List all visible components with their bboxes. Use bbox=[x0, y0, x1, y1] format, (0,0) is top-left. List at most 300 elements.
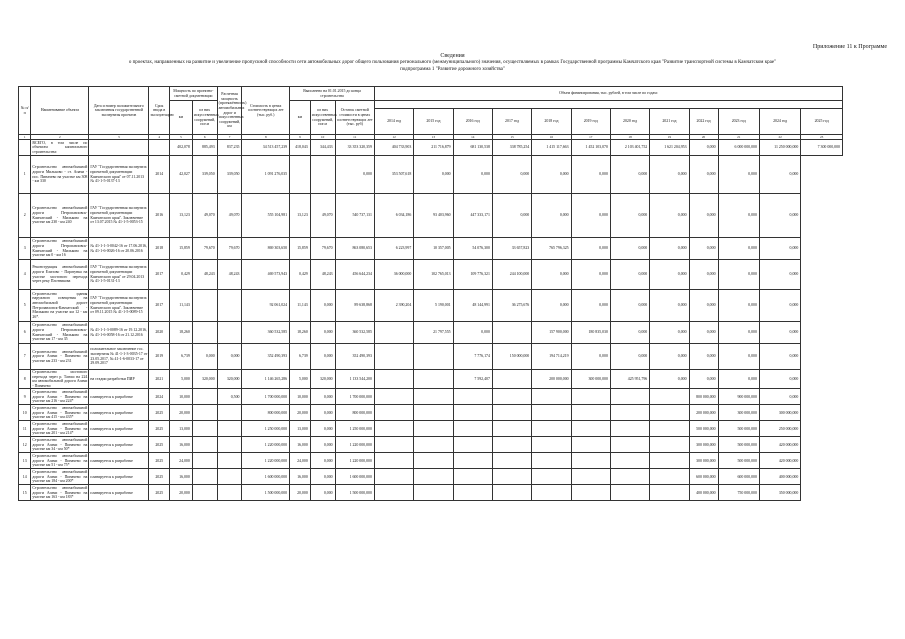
value-cell: 0,000 bbox=[571, 344, 610, 370]
value-cell: 0,000 bbox=[718, 260, 759, 290]
column-number: 15 bbox=[492, 135, 531, 140]
value-cell: 0,000 bbox=[310, 453, 335, 469]
value-cell bbox=[571, 389, 610, 405]
column-number: 5 bbox=[170, 135, 193, 140]
expertise-info: планируется к разработке bbox=[89, 389, 149, 405]
value-cell: 0,000 bbox=[718, 238, 759, 260]
table-row bbox=[19, 290, 843, 322]
column-number: 4 bbox=[149, 135, 170, 140]
total-cell: 418,043 bbox=[290, 140, 311, 156]
value-cell: 16,000 bbox=[170, 469, 193, 485]
column-number: 12 bbox=[374, 135, 413, 140]
object-name: Реконструкция автомобильной дороги Елизово - Паратунка на участке мостового перехода через реку Плотникова bbox=[31, 260, 89, 290]
table-body bbox=[19, 140, 843, 501]
value-cell: 360 532,585 bbox=[335, 322, 374, 344]
value-cell bbox=[414, 485, 453, 501]
value-cell: 109 776,321 bbox=[453, 260, 492, 290]
expertise-info: положительное заключение гос. экспертизы № 41-1-1-3-0035-17 от 23.05.2017, № 41-1-6-0033-17 от 29.09.2017 bbox=[89, 344, 149, 370]
value-cell bbox=[192, 453, 217, 469]
value-cell: 0,000 bbox=[689, 344, 718, 370]
value-cell bbox=[571, 405, 610, 421]
value-cell: 2014 bbox=[149, 156, 170, 194]
total-cell: 1 415 117,663 bbox=[532, 140, 571, 156]
table-row bbox=[19, 238, 843, 260]
col-header-calc: Расчетная мощность (протяжённость) автомобильных дорог и искусственных сооружений, км bbox=[217, 87, 242, 135]
value-cell: 360 532,585 bbox=[242, 322, 290, 344]
value-cell bbox=[610, 453, 649, 469]
total-row-name: ВСЕГО, в том числе по объектам капитального строительства: bbox=[32, 140, 88, 154]
value-cell bbox=[414, 421, 453, 437]
value-cell: 1 250 000,000 bbox=[242, 421, 290, 437]
value-cell: 500 000,000 bbox=[718, 453, 759, 469]
value-cell bbox=[374, 370, 413, 389]
value-cell: 2019 bbox=[149, 344, 170, 370]
value-cell bbox=[610, 405, 649, 421]
object-name: Строительство автомобильной дороги Мильково - ст. Апачи - пос. Пиначево на участке км 308 - км 330 bbox=[31, 156, 89, 194]
value-cell bbox=[192, 389, 217, 405]
value-cell bbox=[414, 344, 453, 370]
value-cell: 339,050 bbox=[192, 156, 217, 194]
value-cell: 0,000 bbox=[650, 238, 689, 260]
value-cell: 48,243 bbox=[217, 260, 242, 290]
col-header-done-km: км bbox=[290, 101, 311, 135]
value-cell bbox=[492, 485, 531, 501]
col-header-rest: Остаток сметной стоимости в ценах соответствующих лет (тыс. руб) bbox=[335, 101, 374, 135]
value-cell: 0,000 bbox=[492, 194, 531, 238]
column-number: 14 bbox=[453, 135, 492, 140]
row-number: 13 bbox=[19, 453, 31, 469]
object-name: Строительство автомобильной дороги Петропавловск-Камчатский - Мильково на участке км 230 - км 240 bbox=[31, 194, 89, 238]
table-row bbox=[19, 322, 843, 344]
value-cell: 36 275,676 bbox=[492, 290, 531, 322]
value-cell: 79,670 bbox=[192, 238, 217, 260]
value-cell bbox=[192, 322, 217, 344]
value-cell bbox=[492, 437, 531, 453]
value-cell bbox=[453, 405, 492, 421]
value-cell: 13,123 bbox=[290, 194, 311, 238]
value-cell bbox=[532, 421, 571, 437]
value-cell: 555 104,981 bbox=[242, 194, 290, 238]
table-row bbox=[19, 453, 843, 469]
value-cell bbox=[532, 405, 571, 421]
value-cell bbox=[650, 405, 689, 421]
col-header-cost: Стоимость в ценах соответствующих лет (тыс. руб.) bbox=[242, 87, 290, 135]
total-cell: 6 000 000,000 bbox=[718, 140, 759, 156]
total-cell: 338 785,254 bbox=[492, 140, 531, 156]
value-cell bbox=[192, 405, 217, 421]
table-row bbox=[19, 344, 843, 370]
value-cell bbox=[290, 156, 311, 194]
value-cell: 0,000 bbox=[571, 156, 610, 194]
value-cell: 800 000,000 bbox=[242, 405, 290, 421]
column-number: 7 bbox=[217, 135, 242, 140]
value-cell: 0,000 bbox=[310, 437, 335, 453]
value-cell: 1 700 000,000 bbox=[242, 389, 290, 405]
value-cell: 0,000 bbox=[310, 485, 335, 501]
value-cell: 54 076,300 bbox=[453, 238, 492, 260]
value-cell: 200 000,000 bbox=[532, 370, 571, 389]
table-row bbox=[19, 421, 843, 437]
value-cell: 89 638,868 bbox=[335, 290, 374, 322]
value-cell bbox=[414, 437, 453, 453]
value-cell: 300 000,000 bbox=[759, 405, 800, 421]
value-cell: 900 000,000 bbox=[718, 389, 759, 405]
value-cell: 320,000 bbox=[192, 370, 217, 389]
value-cell bbox=[414, 469, 453, 485]
value-cell: 2025 bbox=[149, 453, 170, 469]
value-cell bbox=[374, 405, 413, 421]
value-cell: 0,000 bbox=[414, 156, 453, 194]
object-name: Строительство мостового перехода через р. Тагиш на 224 км автомобильной дороги Апачи - Пиначево bbox=[32, 370, 88, 388]
value-cell bbox=[192, 437, 217, 453]
object-name: Строительство автомобильной дороги Апачи - Пиначево на участке км 184 - км 200* bbox=[32, 469, 88, 484]
value-cell: 0,000 bbox=[759, 194, 800, 238]
col-header-incl: из них искусственных сооружений, пог.м bbox=[192, 101, 217, 135]
value-cell bbox=[374, 389, 413, 405]
value-cell: 6 034,186 bbox=[374, 194, 413, 238]
value-cell: 5 190,001 bbox=[414, 290, 453, 322]
total-cell: 344,433 bbox=[310, 140, 335, 156]
value-cell: 1 220 000,000 bbox=[242, 437, 290, 453]
value-cell: 20,000 bbox=[290, 405, 311, 421]
value-cell: 0,000 bbox=[610, 290, 649, 322]
value-cell bbox=[492, 453, 531, 469]
value-cell bbox=[217, 290, 242, 322]
expertise-info: ГАУ "Государственная экспертиза проектной документации Камчатского края". Заключение от 09.11.2015 № 41-1-5-0089-15 bbox=[89, 290, 149, 322]
value-cell: 250 000,000 bbox=[759, 421, 800, 437]
value-cell: 2025 bbox=[149, 469, 170, 485]
value-cell: 750 000,000 bbox=[718, 485, 759, 501]
value-cell bbox=[374, 322, 413, 344]
total-cell: 1 452 103,070 bbox=[571, 140, 610, 156]
value-cell: 24,000 bbox=[170, 453, 193, 469]
value-cell bbox=[192, 485, 217, 501]
col-header-power: Мощность по проектно-сметной документации bbox=[170, 87, 218, 101]
value-cell: 1 146 265,286 bbox=[242, 370, 290, 389]
value-cell: 400 000,000 bbox=[689, 485, 718, 501]
value-cell: 0,000 bbox=[571, 194, 610, 238]
row-number: 3 bbox=[19, 238, 31, 260]
value-cell: 339,050 bbox=[217, 156, 242, 194]
value-cell: 0,000 bbox=[532, 156, 571, 194]
value-cell: 49,070 bbox=[217, 194, 242, 238]
value-cell: 300 000,000 bbox=[689, 437, 718, 453]
value-cell bbox=[492, 421, 531, 437]
value-cell: 0,000 bbox=[759, 290, 800, 322]
value-cell: 11,143 bbox=[290, 290, 311, 322]
value-cell: 1 220 000,000 bbox=[242, 453, 290, 469]
value-cell bbox=[571, 453, 610, 469]
year-header: 2020 год bbox=[610, 109, 649, 135]
value-cell: 456 644,234 bbox=[335, 260, 374, 290]
value-cell: 0,500 bbox=[217, 389, 242, 405]
value-cell: 352 490,393 bbox=[335, 344, 374, 370]
expertise-info: планируется к разработке bbox=[89, 469, 149, 485]
value-cell: 0,000 bbox=[759, 322, 800, 344]
value-cell: 320,000 bbox=[217, 370, 242, 389]
value-cell bbox=[217, 469, 242, 485]
value-cell bbox=[532, 437, 571, 453]
value-cell bbox=[650, 469, 689, 485]
value-cell: 300 000,000 bbox=[718, 405, 759, 421]
row-number: 6 bbox=[19, 322, 31, 344]
value-cell: 5,000 bbox=[290, 370, 311, 389]
expertise-info: ГАУ "Государственная экспертиза проектной документации Камчатского края". Заключение от 13.07.2015 № 41-1-5-0053-15 bbox=[89, 194, 149, 238]
value-cell bbox=[414, 453, 453, 469]
col-header-term: Срок ввода в эксплуатацию bbox=[149, 87, 170, 135]
value-cell: 352 490,393 bbox=[242, 344, 290, 370]
value-cell: 425 951,796 bbox=[610, 370, 649, 389]
value-cell: 79,670 bbox=[217, 238, 242, 260]
object-name: Строительство автомобильной дороги Апачи - Пиначево на участке км 216 - км 224* bbox=[32, 389, 88, 404]
value-cell: 18,260 bbox=[170, 322, 193, 344]
value-cell bbox=[571, 469, 610, 485]
value-cell bbox=[217, 405, 242, 421]
value-cell: 200 000,000 bbox=[689, 405, 718, 421]
table-row bbox=[19, 370, 843, 389]
row-number: 10 bbox=[19, 405, 31, 421]
value-cell: 42,027 bbox=[170, 156, 193, 194]
year-header: 2014 год bbox=[374, 109, 413, 135]
value-cell bbox=[374, 485, 413, 501]
value-cell: 0,000 bbox=[759, 344, 800, 370]
total-cell: 837,235 bbox=[217, 140, 242, 156]
object-name: Строительство автомобильной дороги Апачи - Пиначево на участке км 415 - км 435* bbox=[32, 405, 88, 420]
value-cell: 0,000 bbox=[532, 290, 571, 322]
value-cell: 1 600 000,000 bbox=[242, 469, 290, 485]
value-cell bbox=[453, 437, 492, 453]
value-cell: 1 600 000,000 bbox=[335, 469, 374, 485]
expertise-info: на стадии разработки ПИР bbox=[89, 370, 149, 389]
value-cell: 420 000,000 bbox=[759, 453, 800, 469]
value-cell: 1 250 000,000 bbox=[335, 421, 374, 437]
value-cell bbox=[414, 370, 453, 389]
row-number: 9 bbox=[19, 389, 31, 405]
value-cell: 0,000 bbox=[610, 194, 649, 238]
value-cell: 500 000,000 bbox=[718, 437, 759, 453]
total-cell: 211 716,879 bbox=[414, 140, 453, 156]
value-cell bbox=[374, 437, 413, 453]
value-cell: 320,000 bbox=[310, 370, 335, 389]
table-row bbox=[19, 469, 843, 485]
value-cell: 2024 bbox=[149, 389, 170, 405]
value-cell bbox=[492, 389, 531, 405]
value-cell bbox=[650, 389, 689, 405]
value-cell: 0,000 bbox=[689, 370, 718, 389]
value-cell: 13,000 bbox=[170, 421, 193, 437]
value-cell: 150 000,000 bbox=[492, 344, 531, 370]
value-cell: 350 000,000 bbox=[759, 485, 800, 501]
value-cell: 353 507,618 bbox=[374, 156, 413, 194]
value-cell: 0,000 bbox=[610, 238, 649, 260]
value-cell: 600 000,000 bbox=[718, 469, 759, 485]
value-cell bbox=[492, 405, 531, 421]
value-cell: 48 144,991 bbox=[453, 290, 492, 322]
value-cell: 0,000 bbox=[718, 370, 759, 389]
col-header-done-incl: из них искусственных сооружений, пог.м bbox=[310, 101, 335, 135]
row-number: 12 bbox=[19, 437, 31, 453]
column-number: 1 bbox=[19, 135, 31, 140]
value-cell: 20,000 bbox=[170, 485, 193, 501]
value-cell: 0,000 bbox=[453, 156, 492, 194]
value-cell: 157 900,000 bbox=[532, 322, 571, 344]
value-cell: 33 657,823 bbox=[492, 238, 531, 260]
value-cell: 0,000 bbox=[759, 260, 800, 290]
value-cell: 2025 bbox=[149, 437, 170, 453]
expertise-info: № 41-1-1-3-0042-16 от 17.06.2016, № 41-1-6-0026-16 от 20.06.2016 bbox=[89, 238, 149, 260]
value-cell bbox=[650, 421, 689, 437]
value-cell: 49,070 bbox=[310, 194, 335, 238]
total-cell: 1 621 204,953 bbox=[650, 140, 689, 156]
value-cell: 0,000 bbox=[310, 290, 335, 322]
col-header-financing-spacer bbox=[374, 101, 842, 109]
value-cell: 2025 bbox=[149, 421, 170, 437]
value-cell: 0,000 bbox=[650, 194, 689, 238]
column-number: 13 bbox=[414, 135, 453, 140]
row-number: 1 bbox=[19, 156, 31, 194]
value-cell: 800 000,000 bbox=[335, 405, 374, 421]
value-cell: 1 700 000,000 bbox=[335, 389, 374, 405]
year-header: 2016 год bbox=[453, 109, 492, 135]
year-header: 2018 год bbox=[532, 109, 571, 135]
total-cell: 404 733,903 bbox=[374, 140, 413, 156]
total-cell: 34 513 457,239 bbox=[242, 140, 290, 156]
object-name: Строительство автомобильной дороги Апачи - Пиначево на участке км 201 - км 214* bbox=[32, 421, 88, 436]
total-row-term bbox=[149, 140, 170, 156]
value-cell: 0,000 bbox=[532, 194, 571, 238]
column-number: 17 bbox=[571, 135, 610, 140]
value-cell: 0,000 bbox=[650, 260, 689, 290]
value-cell: 10,000 bbox=[290, 389, 311, 405]
year-header: 2017 год bbox=[492, 109, 531, 135]
value-cell: 0,000 bbox=[718, 156, 759, 194]
document-title: Сведения bbox=[440, 53, 465, 59]
value-cell: 49,070 bbox=[192, 194, 217, 238]
value-cell: 0,000 bbox=[689, 290, 718, 322]
table-row bbox=[19, 437, 843, 453]
year-header: 2024 год bbox=[759, 109, 800, 135]
value-cell: 0,000 bbox=[310, 322, 335, 344]
year-header: 2022 год bbox=[689, 109, 718, 135]
value-cell: 48,243 bbox=[192, 260, 217, 290]
value-cell: 0,000 bbox=[689, 238, 718, 260]
value-cell: 0,000 bbox=[650, 156, 689, 194]
column-number: 8 bbox=[242, 135, 290, 140]
value-cell: 0,000 bbox=[217, 344, 242, 370]
value-cell: 0,000 bbox=[571, 290, 610, 322]
expertise-info: планируется к разработке bbox=[89, 421, 149, 437]
value-cell bbox=[610, 469, 649, 485]
expertise-info: планируется к разработке bbox=[89, 485, 149, 501]
value-cell: 0,000 bbox=[453, 322, 492, 344]
value-cell: 863 080,653 bbox=[335, 238, 374, 260]
total-row-no bbox=[19, 140, 31, 156]
value-cell: 800 000,000 bbox=[689, 389, 718, 405]
value-cell: 1 500 000,000 bbox=[242, 485, 290, 501]
value-cell bbox=[414, 405, 453, 421]
row-number: 8 bbox=[19, 370, 31, 389]
value-cell bbox=[650, 485, 689, 501]
value-cell bbox=[610, 421, 649, 437]
value-cell: 0,000 bbox=[718, 322, 759, 344]
value-cell bbox=[217, 453, 242, 469]
value-cell: 79,670 bbox=[310, 238, 335, 260]
value-cell: 0,000 bbox=[650, 370, 689, 389]
col-header-expertise: Дата и номер положительного заключения государственной экспертизы проектов bbox=[89, 87, 149, 135]
object-name: Строительство здания наружного освещения на автомобильной дороге Петропавловск-Камчатский - Мильково на участке км 12 - км 26*. bbox=[31, 290, 89, 322]
value-cell: 92 061,024 bbox=[242, 290, 290, 322]
value-cell: 93 403,960 bbox=[414, 194, 453, 238]
value-cell: 400 000,000 bbox=[759, 469, 800, 485]
value-cell: 13,000 bbox=[290, 421, 311, 437]
value-cell bbox=[492, 370, 531, 389]
value-cell bbox=[217, 421, 242, 437]
value-cell: 0,000 bbox=[610, 260, 649, 290]
value-cell: 0,429 bbox=[290, 260, 311, 290]
year-header: 2019 год bbox=[571, 109, 610, 135]
total-cell: 0,000 bbox=[689, 140, 718, 156]
value-cell: 0,000 bbox=[310, 389, 335, 405]
object-name: Строительство автомобильной дороги Петропавловск-Камчатский - Мильково на участке км 0 - км 16 bbox=[31, 238, 89, 260]
value-cell bbox=[453, 389, 492, 405]
value-cell: 2025 bbox=[149, 405, 170, 421]
projects-table bbox=[18, 86, 843, 501]
expertise-info: планируется к разработке bbox=[89, 437, 149, 453]
value-cell: 0,000 bbox=[689, 260, 718, 290]
value-cell: 36 000,000 bbox=[374, 260, 413, 290]
value-cell: 2 390,204 bbox=[374, 290, 413, 322]
value-cell bbox=[374, 421, 413, 437]
value-cell: 869 303,650 bbox=[242, 238, 290, 260]
col-header-km: км bbox=[170, 101, 193, 135]
value-cell bbox=[532, 389, 571, 405]
value-cell: 540 737,131 bbox=[335, 194, 374, 238]
value-cell bbox=[310, 156, 335, 194]
row-number: 11 bbox=[19, 421, 31, 437]
value-cell: 1 220 000,000 bbox=[335, 437, 374, 453]
value-cell: 0,000 bbox=[718, 194, 759, 238]
value-cell: 0,000 bbox=[759, 370, 800, 389]
value-cell: 1 500 000,000 bbox=[335, 485, 374, 501]
value-cell: 0,000 bbox=[310, 421, 335, 437]
table-row bbox=[19, 389, 843, 405]
value-cell: 0,000 bbox=[310, 469, 335, 485]
value-cell: 7 776,174 bbox=[453, 344, 492, 370]
column-number: 23 bbox=[801, 135, 843, 140]
col-header-name: Наименование объекта bbox=[31, 87, 89, 135]
table-row bbox=[19, 405, 843, 421]
value-cell: 0,000 bbox=[650, 344, 689, 370]
table-row bbox=[19, 260, 843, 290]
value-cell: 1 133 544,200 bbox=[335, 370, 374, 389]
value-cell: 469 573,943 bbox=[242, 260, 290, 290]
object-name: Строительство автомобильной дороги Апачи - Пиначево на участке км 163 - км 183* bbox=[32, 485, 88, 500]
value-cell: 15,859 bbox=[170, 238, 193, 260]
column-number: 18 bbox=[610, 135, 649, 140]
value-cell bbox=[610, 437, 649, 453]
value-cell: 0,000 bbox=[650, 290, 689, 322]
year-header: 2023 год bbox=[718, 109, 759, 135]
expertise-info: планируется к разработке bbox=[89, 453, 149, 469]
value-cell: 420 000,000 bbox=[759, 437, 800, 453]
value-cell: 0,429 bbox=[170, 260, 193, 290]
value-cell: 20,000 bbox=[170, 405, 193, 421]
year-header: 2015 год bbox=[414, 109, 453, 135]
value-cell bbox=[453, 485, 492, 501]
table-row bbox=[19, 156, 843, 194]
value-cell: 300 000,000 bbox=[689, 453, 718, 469]
value-cell: 16,000 bbox=[290, 469, 311, 485]
